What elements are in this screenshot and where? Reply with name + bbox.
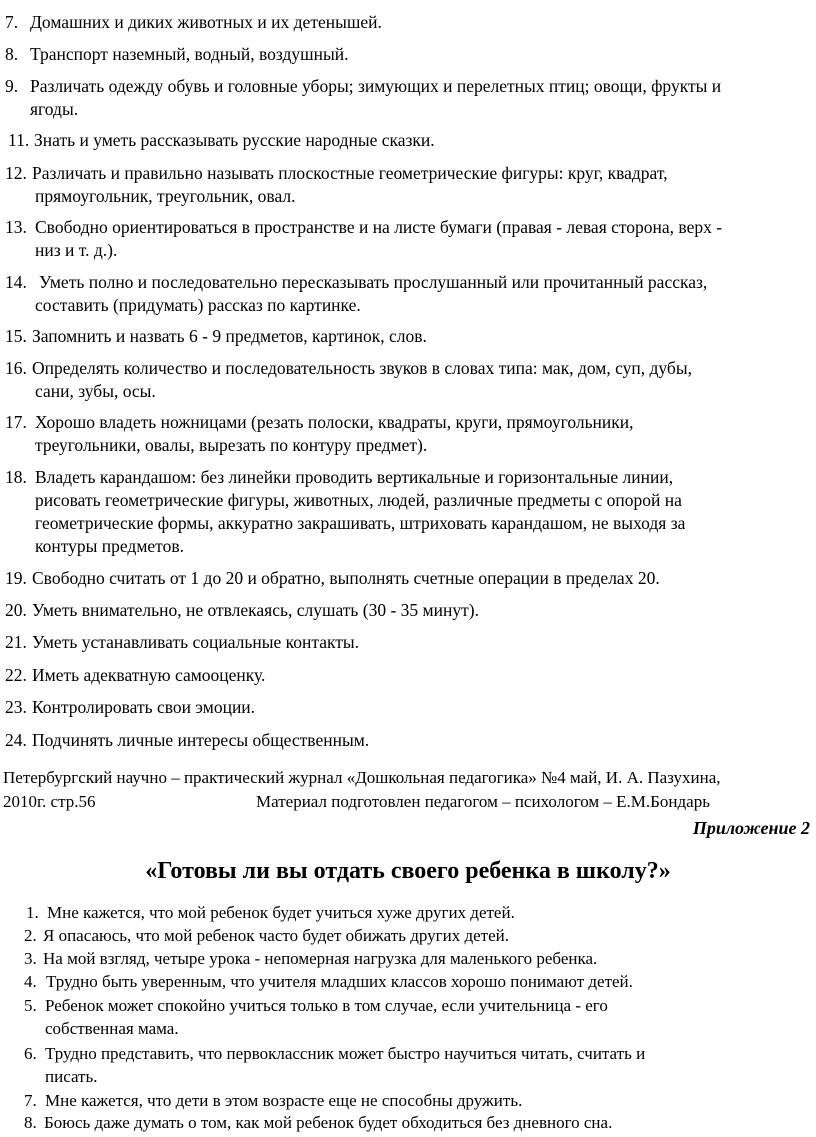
list-item-text: Транспорт наземный, водный, воздушный. — [30, 44, 349, 64]
question-text: Мне кажется, что мой ребенок будет учиться хуже других детей. — [47, 903, 515, 922]
list-item-text: Иметь адекватную самооценку. — [32, 665, 266, 685]
list-item-text: Различать одежду обувь и головные уборы; зимующих и перелетных птиц; овощи, фрукты и — [30, 76, 722, 96]
question-number: 4. — [24, 972, 37, 991]
question-text: Я опасаюсь, что мой ребенок часто будет обижать других детей. — [43, 926, 509, 945]
question-number: 8. — [24, 1113, 37, 1132]
question-number: 1. — [26, 903, 39, 922]
list-item-number: 22. — [5, 665, 27, 685]
list-item-number: 11. — [8, 130, 30, 150]
list-item-text: Контролировать свои эмоции. — [32, 697, 256, 717]
list-item-text: прямоугольник, треугольник, овал. — [35, 186, 296, 206]
question-number: 2. — [24, 926, 37, 945]
list-item-number: 19. — [5, 568, 27, 588]
list-item-number: 23. — [5, 697, 27, 717]
list-item-text: рисовать геометрические фигуры, животных, людей, различные предметы с опорой на — [35, 490, 682, 510]
list-item-number: 15. — [5, 326, 27, 346]
list-item-number: 8. — [5, 44, 19, 64]
list-item-number: 18. — [5, 467, 27, 487]
list-item-number: 24. — [5, 730, 27, 750]
question-text: Мне кажется, что дети в этом возрасте еще не способны дружить. — [45, 1091, 523, 1110]
question-text: Ребенок может спокойно учиться только в том случае, если учительница - его — [45, 996, 608, 1015]
list-item-number: 7. — [5, 12, 19, 32]
list-item-text: ягоды. — [30, 99, 79, 119]
list-item-text: Свободно ориентироваться в пространстве и на листе бумаги (правая - левая сторона, верх - — [35, 217, 723, 237]
question-number: 5. — [24, 996, 37, 1015]
list-item-text: сани, зубы, осы. — [35, 381, 156, 401]
list-item-text: геометрические формы, аккуратно закрашивать, штриховать карандашом, не выходя за — [35, 513, 686, 533]
reference-date: 2010г. стр.56 — [3, 792, 96, 811]
list-item-text: Домашних и диких животных и их детенышей. — [30, 12, 382, 32]
list-item-text: Знать и уметь рассказывать русские народные сказки. — [34, 130, 435, 150]
list-item-number: 21. — [5, 632, 27, 652]
list-item-text: Уметь полно и последовательно пересказывать прослушанный или прочитанный рассказ, — [39, 272, 708, 292]
appendix-label: Приложение 2 — [692, 818, 810, 838]
list-item-text: контуры предметов. — [35, 536, 184, 556]
question-number: 6. — [24, 1044, 37, 1063]
list-item-text: Подчинять личные интересы общественным. — [32, 730, 370, 750]
reference-line: Петербургский научно – практический журнал «Дошкольная педагогика» №4 май, И. А. Пазухина, — [3, 768, 721, 787]
question-number: 3. — [24, 949, 37, 968]
question-number: 7. — [24, 1091, 37, 1110]
list-item-text: Уметь внимательно, не отвлекаясь, слушать (30 - 35 минут). — [32, 600, 479, 620]
list-item-text: Хорошо владеть ножницами (резать полоски, квадраты, круги, прямоугольники, — [35, 412, 634, 432]
list-item-number: 16. — [5, 358, 27, 378]
reference-author: Материал подготовлен педагогом – психологом – Е.М.Бондарь — [256, 792, 710, 811]
list-item-text: Определять количество и последовательность звуков в словах типа: мак, дом, суп, дубы, — [32, 358, 692, 378]
list-item-number: 20. — [5, 600, 27, 620]
list-item-text: низ и т. д.). — [35, 240, 118, 260]
list-item-text: составить (придумать) рассказ по картинке. — [35, 295, 361, 315]
question-text: Боюсь даже думать о том, как мой ребенок будет обходиться без дневного сна. — [44, 1113, 613, 1132]
question-text: собственная мама. — [45, 1019, 179, 1038]
list-item-text: Владеть карандашом: без линейки проводить вертикальные и горизонтальные линии, — [35, 467, 674, 487]
question-text: Трудно быть уверенным, что учителя младших классов хорошо понимают детей. — [46, 972, 633, 991]
question-text: Трудно представить, что первоклассник может быстро научиться читать, считать и — [45, 1044, 646, 1063]
list-item-text: Запомнить и назвать 6 - 9 предметов, картинок, слов. — [32, 326, 427, 346]
list-item-number: 12. — [5, 163, 27, 183]
question-text: писать. — [45, 1067, 98, 1086]
list-item-text: треугольники, овалы, вырезать по контуру предмет). — [35, 435, 428, 455]
questionnaire-title: «Готовы ли вы отдать своего ребенка в школу?» — [145, 858, 671, 884]
question-text: На мой взгляд, четыре урока - непомерная нагрузка для маленького ребенка. — [43, 949, 598, 968]
list-item-text: Свободно считать от 1 до 20 и обратно, выполнять счетные операции в пределах 20. — [32, 568, 660, 588]
list-item-text: Различать и правильно называть плоскостные геометрические фигуры: круг, квадрат, — [32, 163, 668, 183]
list-item-number: 14. — [5, 272, 27, 292]
list-item-number: 17. — [5, 412, 27, 432]
list-item-number: 13. — [5, 217, 27, 237]
list-item-number: 9. — [5, 76, 19, 96]
list-item-text: Уметь устанавливать социальные контакты. — [32, 632, 360, 652]
